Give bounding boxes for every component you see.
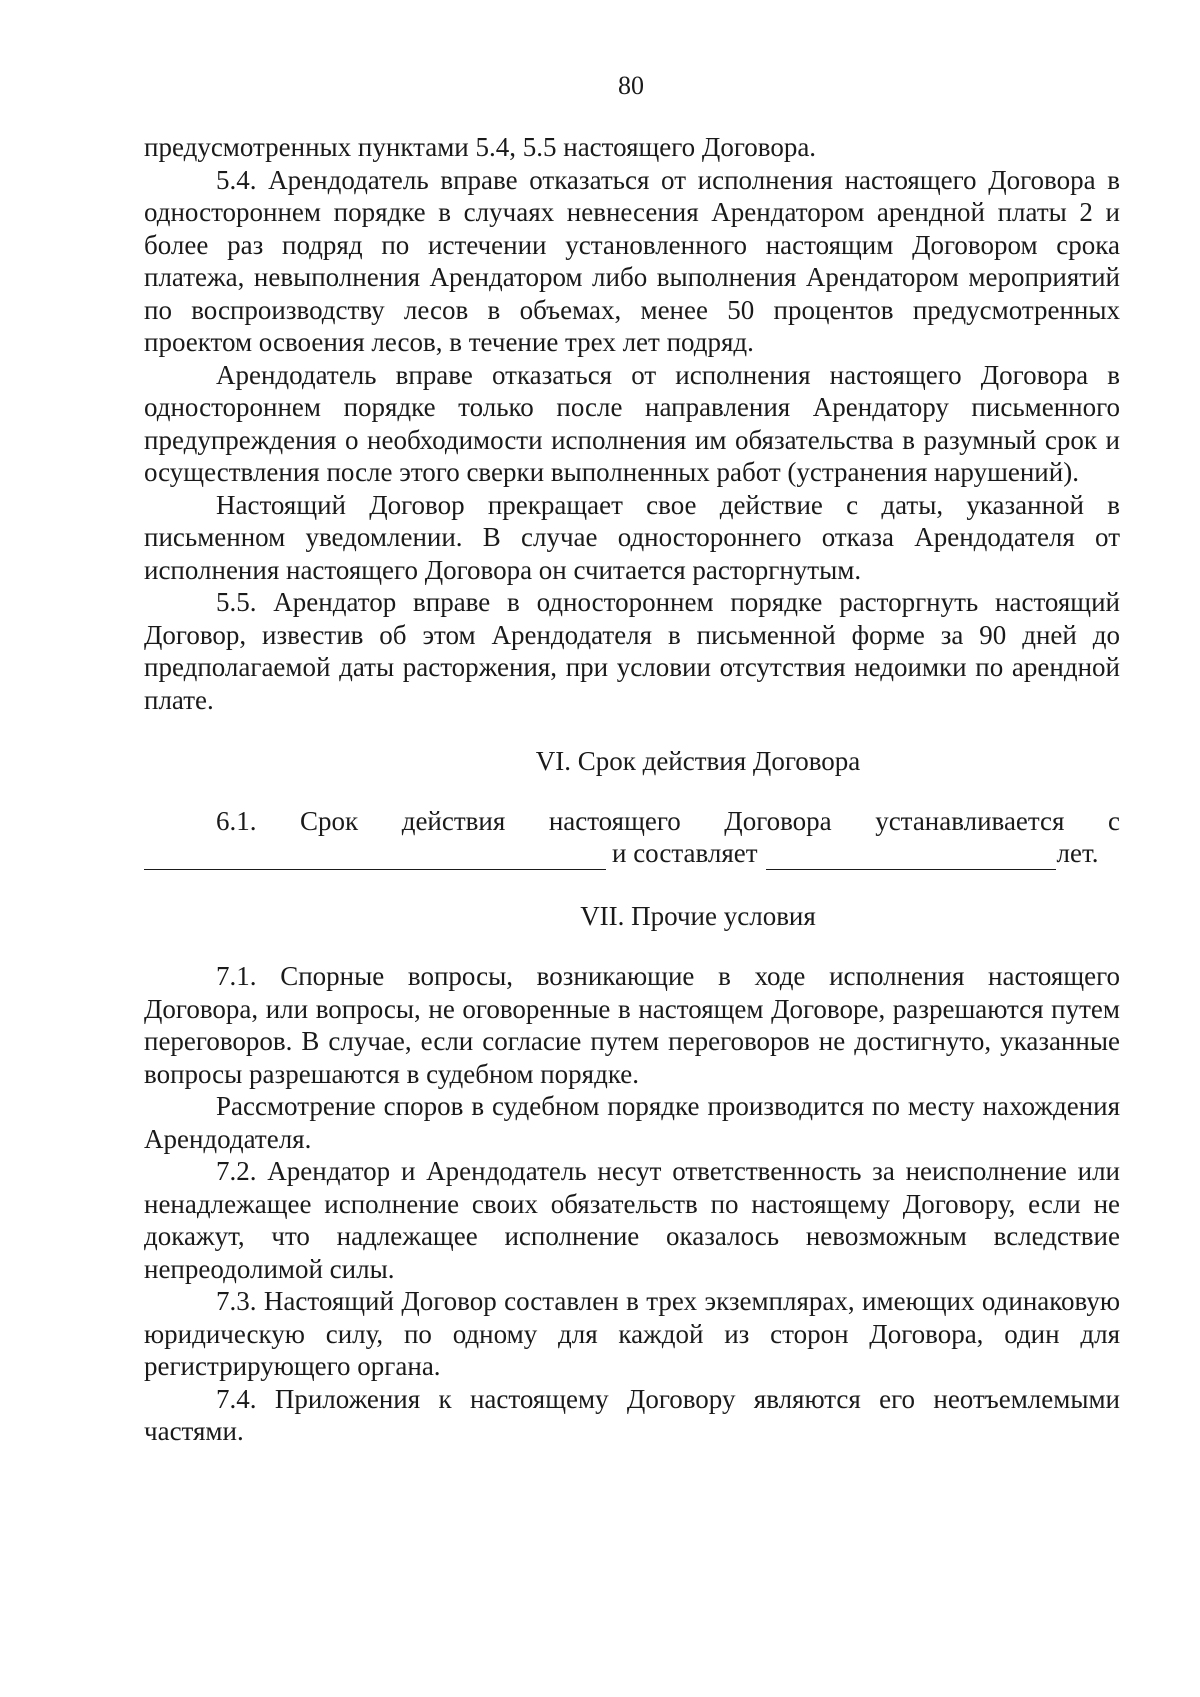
clause-6-1-line-1 — [144, 805, 1120, 838]
clause-6-1-word: устанавливается — [875, 805, 1065, 836]
paragraph-7-3: 7.3. Настоящий Договор составлен в трех экземплярах, имеющих одинаковую юридическую силу, по одному для каждой из сторон Договора, один для регистрирующего органа. — [144, 1286, 1120, 1381]
paragraph-5-5: 5.5. Арендатор вправе в одностороннем порядке расторгнуть настоящий Договор, известив об этом Арендодателя в письменной форме за 90 дней до предполагаемой даты расторжения, при условии отсутствия недоимки по арендной плате. — [144, 587, 1120, 715]
paragraph-7-2: 7.2. Арендатор и Арендодатель несут ответственность за неисполнение или ненадлежащее исполнение своих обязательств по настоящему Договору, если не докажут, что надлежащее исполнение оказалось невозможным вследствие непреодолимой силы. — [144, 1156, 1120, 1284]
term-years-blank — [766, 843, 1056, 870]
page-number: 80 — [618, 71, 644, 100]
clause-6-1-word: 6.1. — [216, 805, 257, 836]
clause-6-1-word: Срок — [300, 805, 359, 836]
paragraph-5-4-notice: Арендодатель вправе отказаться от исполнения настоящего Договора в одностороннем порядке только после направления Арендатору письменного предупреждения о необходимости исполнения им обязательства в разумный срок и осуществления после этого сверки выполненных работ (устранения нарушений). — [144, 359, 1120, 487]
section-7-heading: VII. Прочие условия — [580, 900, 816, 931]
paragraph-7-4: 7.4. Приложения к настоящему Договору являются его неотъемлемыми частями. — [144, 1383, 1120, 1446]
clause-6-1-word: действия — [401, 805, 506, 836]
paragraph-5-3-continuation: предусмотренных пунктами 5.4, 5.5 настоящего Договора. — [144, 132, 817, 162]
clause-6-1-word: Договора — [724, 805, 832, 836]
document-body — [144, 131, 1120, 1448]
paragraph-5-4: 5.4. Арендодатель вправе отказаться от исполнения настоящего Договора в одностороннем порядке в случаях невнесения Арендатором арендной платы 2 и более раз подряд по истечении установленного настоящим Договором срока платежа, невыполнения Арендатором либо выполнения Арендатором мероприятий по воспроизводству лесов в объемах, менее 50 процентов предусмотренных проектом освоения лесов, в течение трех лет подряд. — [144, 164, 1120, 357]
clause-6-1-word: с — [1107, 805, 1120, 836]
paragraph-5-4-termination: Настоящий Договор прекращает свое действие с даты, указанной в письменном уведомлении. В случае одностороннего отказа Арендодателя от исполнения настоящего Договора он считается расторгнутым. — [144, 489, 1120, 585]
clause-6-1-line-2 — [144, 837, 1120, 870]
paragraph-7-1: 7.1. Спорные вопросы, возникающие в ходе исполнения настоящего Договора, или вопросы, не оговоренные в настоящем Договоре, разрешаются путем переговоров. В случае, если согласие путем переговоров не достигнуто, указанные вопросы разрешаются в судебном порядке. — [144, 961, 1120, 1089]
clause-6-1-word: настоящего — [548, 805, 681, 836]
clause-6-1-end-text: лет. — [1056, 838, 1099, 868]
paragraph-7-1-venue: Рассмотрение споров в судебном порядке производится по месту нахождения Арендодателя. — [144, 1091, 1120, 1154]
start-date-blank — [144, 843, 606, 870]
section-6-heading: VI. Срок действия Договора — [535, 746, 861, 776]
clause-6-1-mid-text: и составляет — [612, 838, 758, 868]
